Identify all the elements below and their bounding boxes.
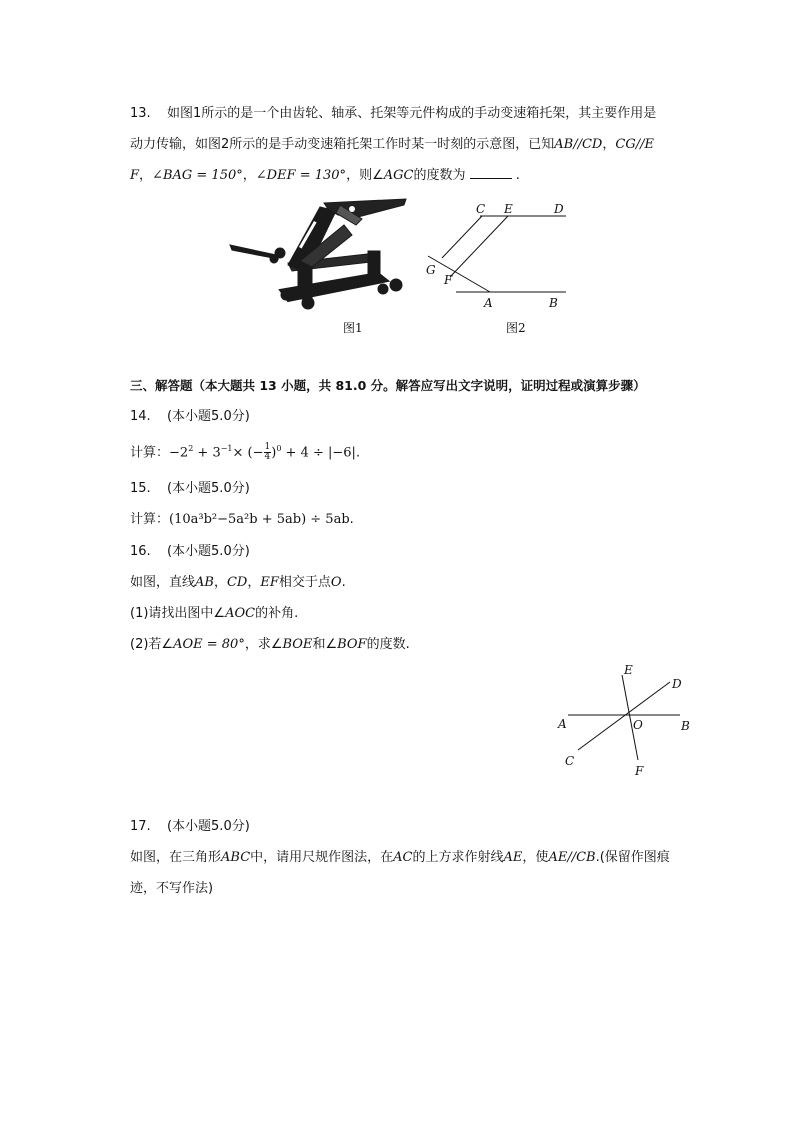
q16-part2-c: 和∠ [312,637,338,652]
q16-math-aoe: AOE = 80° [173,637,245,652]
segment-ef [450,216,508,277]
q14-prefix: 计算： [130,445,170,461]
label-B: B [681,719,690,733]
q17-e: .(保留作图痕 [595,850,670,865]
q15-number: 15. [130,481,151,496]
q14-expr-d-sup: 0 [276,444,282,453]
q14-expr-b-sup: −1 [220,444,233,453]
label-C: C [565,754,575,768]
q16-part2-a: (2)若∠ [130,637,174,652]
q17-math-ae-cb: AE//CB [548,850,596,865]
label-C: C [476,202,486,216]
q16-part1-a: (1)请找出图中∠ [130,606,226,621]
q16-math-o: O [330,575,342,590]
q17-a: 如图，在三角形 [130,850,222,865]
q14-header [130,408,250,426]
q13-line2 [130,136,654,154]
q14-expr-c: × (− [232,445,264,461]
q16-intro-end: . [341,575,346,590]
q17-points: (本小题5.0分) [166,819,250,834]
q17-math-ae: AE [503,850,523,865]
label-E: E [624,663,633,677]
q13-sep2: ， [242,168,256,183]
label-D: D [672,677,682,691]
label-B: B [549,296,558,310]
q14-frac-den: 4 [264,452,271,463]
q14-end: . [355,445,361,461]
q17-b: 中，请用尺规作图法，在 [250,850,394,865]
label-D: D [554,202,564,216]
section3-heading: 三、解答题（本大题共 13 小题，共 81.0 分。解答应写出文字说明，证明过程或演算步骤） [130,378,646,393]
segment-cg [442,216,482,258]
q14-expr-e: + 4 ÷ |−6| [281,445,356,461]
q16-sep2: ， [247,575,261,590]
q17-line1 [130,849,670,867]
figure1-gearbox-bracket [228,195,410,315]
q15-expr: (10a³b²−5a²b + 5ab) ÷ 5ab [169,512,350,527]
segment-ga [428,256,490,292]
q16-part2 [130,636,410,654]
q14-expr-b: + 3 [193,445,221,461]
q13-line1 [130,105,656,123]
q16-math-bof: BOF [337,637,367,652]
q13-text-then: ，则∠ [346,168,384,183]
q17-math-abc: ABC [221,850,251,865]
q14-points: (本小题5.0分) [166,409,250,424]
q13-math-ab-cd: AB//CD [554,137,603,152]
q17-math-ac: AC [393,850,413,865]
q13-math-f: F [130,168,140,183]
q16-intro [130,574,346,592]
q15-end: . [349,512,354,527]
q16-points: (本小题5.0分) [166,544,250,559]
q17-header [130,818,250,836]
q14-frac-num: 1 [264,442,271,453]
figure1-caption: 图1 [343,321,363,335]
q13-sep1: ， [139,168,153,183]
q15-expression [130,511,354,529]
q16-part2-b: ，求∠ [244,637,283,652]
q13-math-def: ∠DEF = 130° [255,168,347,183]
q13-sep: ， [602,137,616,152]
q17-d: ，使 [522,850,549,865]
q16-part1-b: 的补角. [255,606,299,621]
q16-figure-intersecting-lines [550,660,700,780]
q15-header [130,480,250,498]
q16-math-ab: AB [195,575,214,590]
q16-math-ef: EF [260,575,279,590]
q17-line2: 迹，不写作法) [130,881,214,896]
figure2-diagram [420,200,570,312]
q13-end: . [515,168,520,183]
q13-line3 [130,166,520,185]
label-E: E [504,202,513,216]
q13-text-degree: 的度数为 [413,168,466,183]
answer-blank[interactable] [470,166,512,179]
q14-expr-d: ) [271,445,277,461]
label-A: A [558,717,567,731]
label-F: F [444,273,453,287]
q16-math-boe: BOE [282,637,313,652]
q14-expr-a: −2 [169,445,189,461]
q16-part1 [130,605,298,623]
label-A: A [484,296,493,310]
q13-number: 13. [130,106,151,121]
q14-expr-a-sup: 2 [188,444,194,453]
line-cd [578,682,670,750]
q16-sep1: ， [213,575,227,590]
q14-expression [130,440,360,462]
q16-intro-a: 如图，直线 [130,575,196,590]
q13-math-bag: ∠BAG = 150° [152,168,243,183]
q17-number: 17. [130,819,151,834]
q13-text-line1: 如图1所示的是一个由齿轮、轴承、托架等元件构成的手动变速箱托架，其主要作用是 [166,106,657,121]
figure2-caption: 图2 [506,321,526,335]
label-G: G [426,263,436,277]
q16-number: 16. [130,544,151,559]
q16-math-aoc: AOC [225,606,256,621]
q13-math-cg-e: CG//E [615,137,654,152]
q16-math-cd: CD [226,575,248,590]
q13-text-line2: 动力传输，如图2所示的是手动变速箱托架工作时某一时刻的示意图，已知 [130,137,555,152]
q15-prefix: 计算： [130,512,170,527]
q16-header [130,543,250,561]
q16-part2-d: 的度数. [366,637,410,652]
q14-number: 14. [130,409,151,424]
q15-points: (本小题5.0分) [166,481,250,496]
label-F: F [635,764,644,778]
q16-intro-b: 相交于点 [278,575,331,590]
label-O: O [633,718,643,732]
q13-math-agc: AGC [383,168,414,183]
q17-c: 的上方求作射线 [412,850,504,865]
